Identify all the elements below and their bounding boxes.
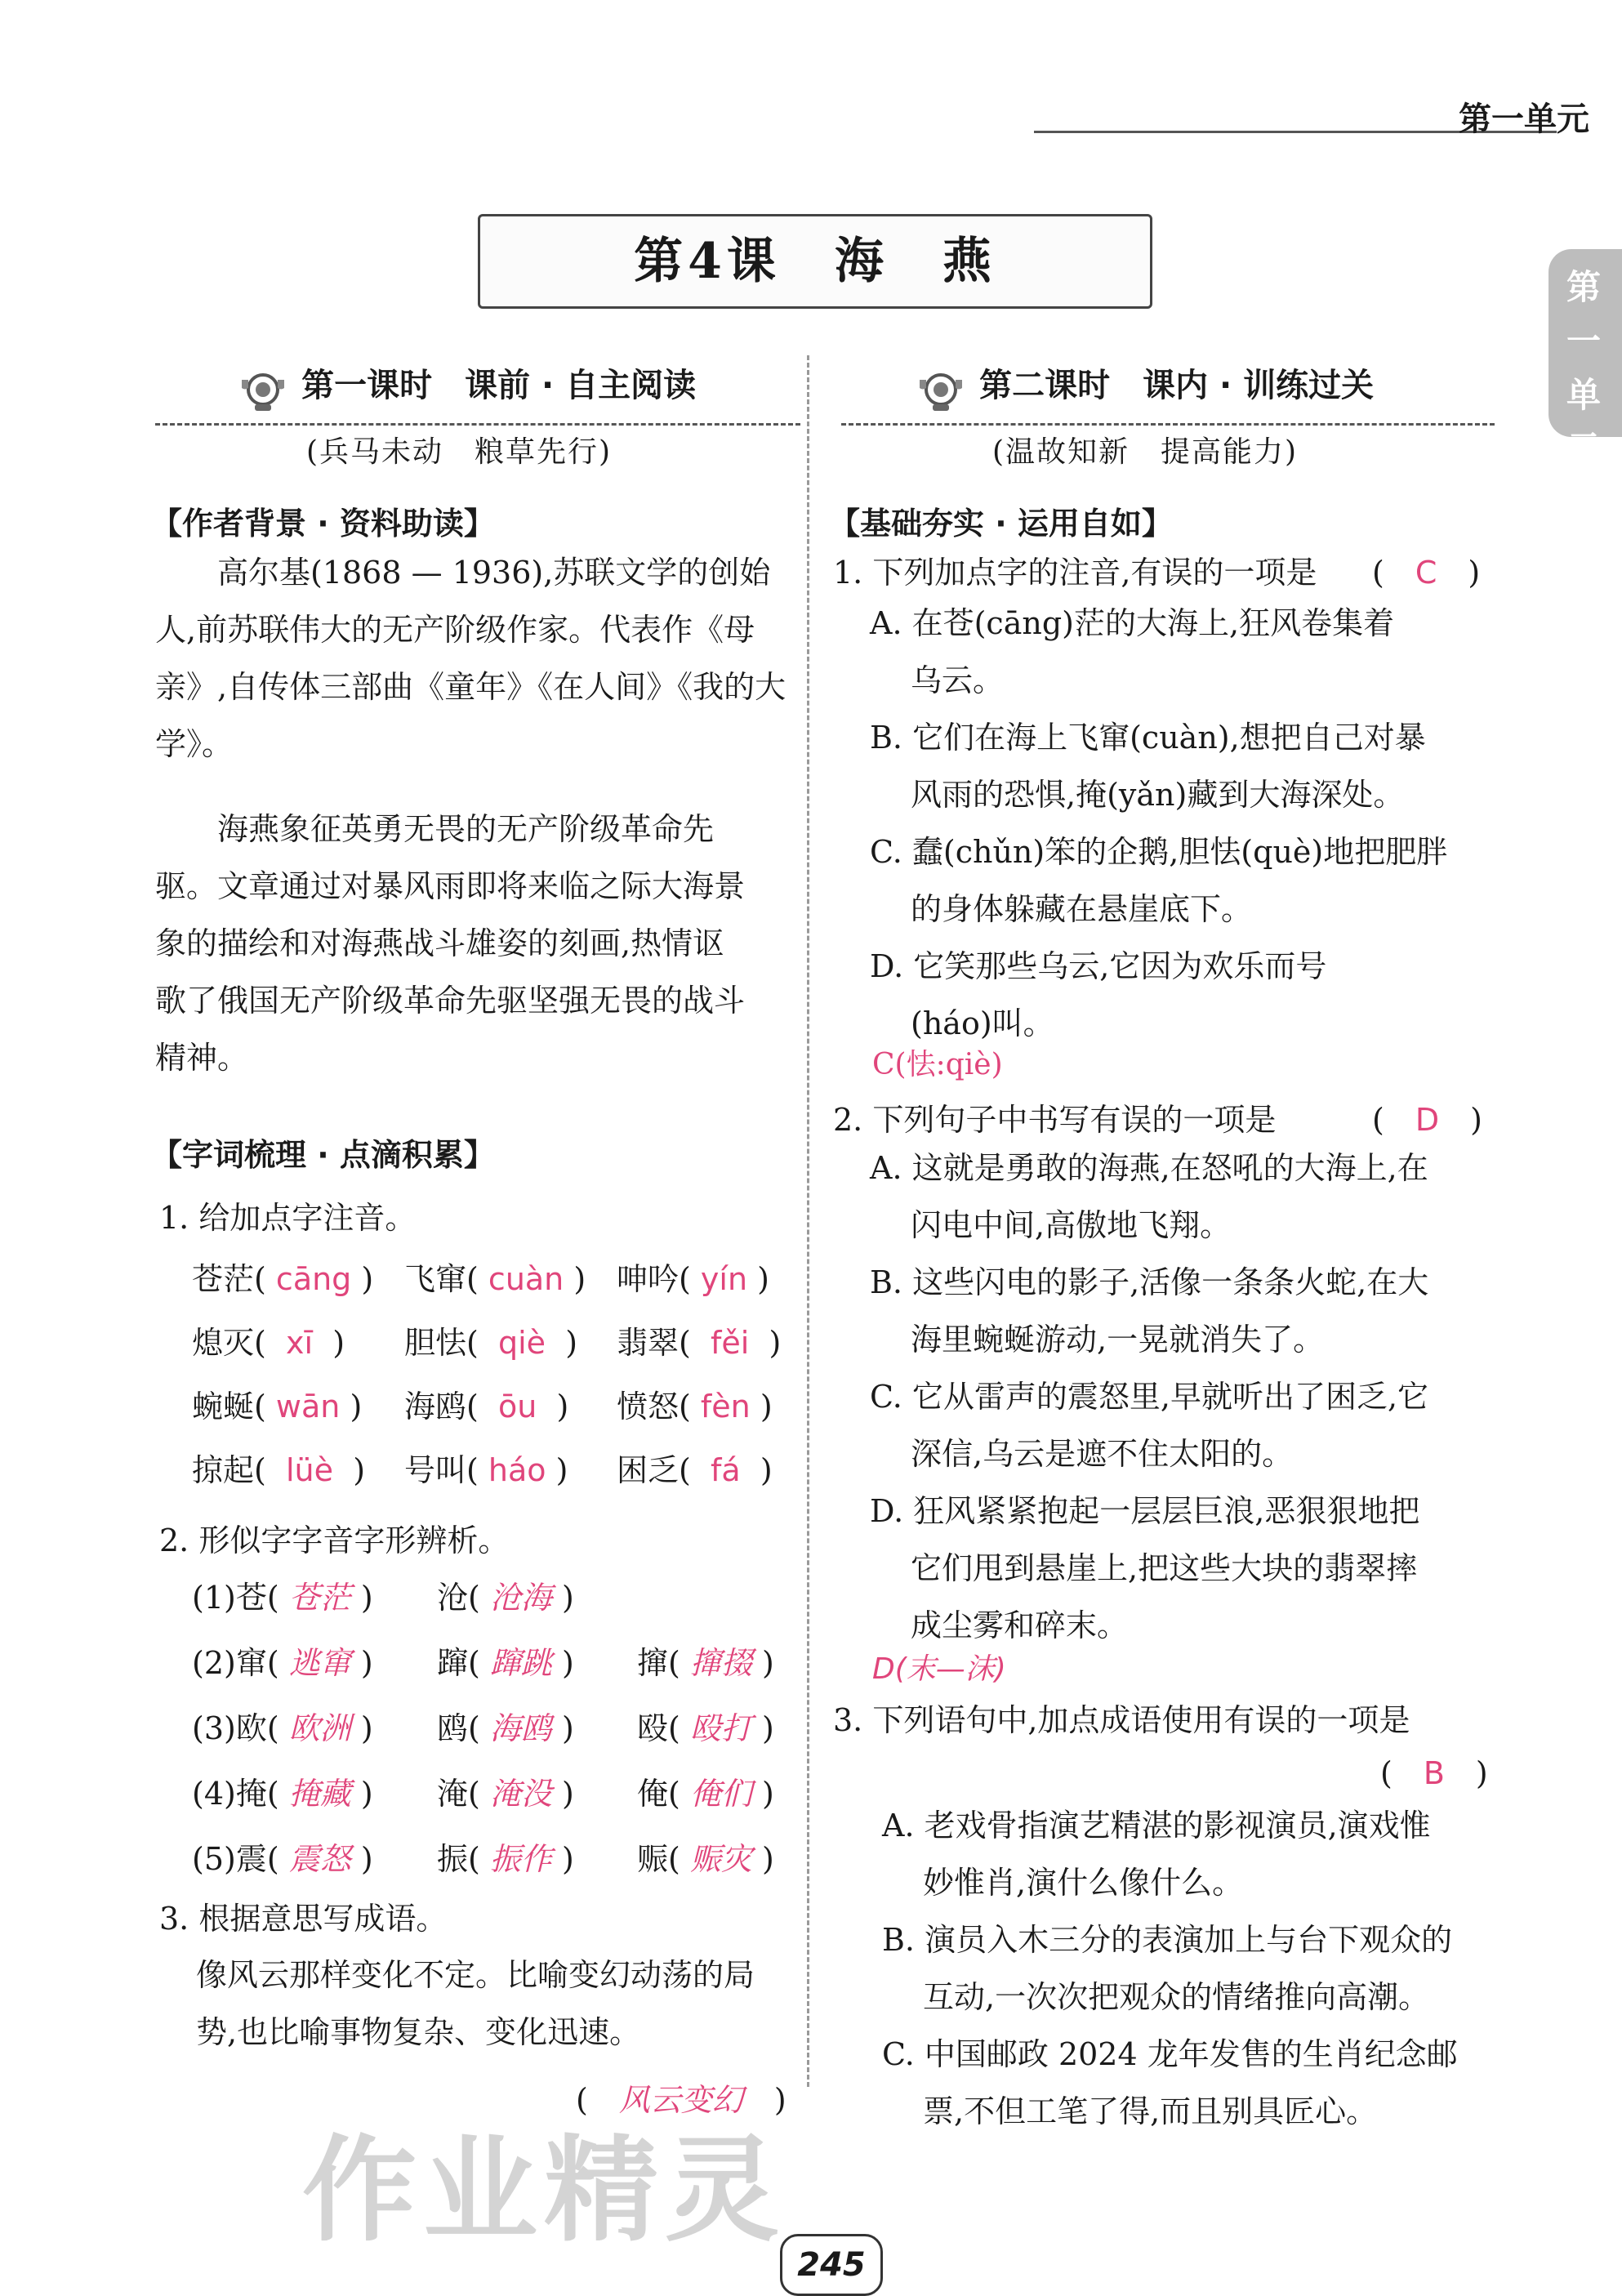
pinyin-word: 翡翠 (617, 1325, 680, 1361)
option-line: A. 老戏骨指演艺精湛的影视演员,演戏惟 (882, 1808, 1431, 1843)
q1-option-b (870, 709, 1499, 823)
form-row: 沧( 沧海 ) (437, 1580, 574, 1616)
side-tab-label: 第一单元 (1566, 267, 1602, 469)
form-answer: 殴打 (689, 1710, 752, 1746)
option-line: C. 中国邮政 2024 龙年发售的生肖纪念邮 (882, 2036, 1458, 2072)
form-char: 振 (437, 1841, 469, 1877)
form-char: 赈 (637, 1841, 669, 1877)
author-line: 亲》,自传体三部曲《童年》《在人间》《我的大 (155, 669, 786, 705)
q2-stem: 2. 下列句子中书写有误的一项是 (833, 1102, 1277, 1138)
pinyin-grid (192, 1254, 813, 1515)
pinyin-answer: cāng (275, 1261, 352, 1297)
q3-answer-blank: ( B ) (1380, 1755, 1488, 1791)
option-line: 成尘雾和碎末。 (911, 1607, 1129, 1643)
option-line: 的身体躲藏在悬崖底下。 (911, 891, 1253, 927)
q3-option-c (882, 2026, 1503, 2140)
form-char: 淹 (437, 1776, 469, 1812)
q3-options (882, 1797, 1503, 2140)
basic-head: 【基础夯实 · 运用自如】 (829, 506, 1173, 542)
form-answer: 震怒 (288, 1841, 351, 1877)
right-dash-rule (841, 423, 1495, 426)
author-line: 人,前苏联伟大的无产阶级作家。代表作《母 (155, 612, 755, 648)
author-line: 象的描绘和对海燕战斗雄姿的刻画,热情讴 (155, 925, 724, 961)
lesson-title: 第4课 海 燕 (634, 233, 996, 290)
right-section-title: 第二课时 课内 · 训练过关 (979, 367, 1375, 404)
form-char: 鸥 (437, 1710, 469, 1746)
pinyin-answer: lüè (286, 1452, 334, 1488)
right-section-sub: (温故知新 提高能力) (992, 435, 1299, 469)
option-line: (háo)叫。 (911, 1005, 1054, 1041)
left-section-sub: (兵马未动 粮草先行) (306, 435, 613, 469)
pinyin-answer: háo (488, 1452, 546, 1488)
pinyin-word: 困乏 (617, 1452, 680, 1488)
form-num: (4) (192, 1776, 236, 1812)
form-row: (2)窜( 逃窜 ) (192, 1645, 373, 1681)
form-answer: 掩藏 (288, 1776, 351, 1812)
option-line: B. 它们在海上飞窜(cuàn),想把自己对暴 (870, 720, 1426, 756)
option-line: 互动,一次次把观众的情绪推向高潮。 (923, 1979, 1430, 2015)
form-char: 窜 (235, 1645, 267, 1681)
pinyin-cell: 海鸥( ōu ) (404, 1389, 569, 1424)
q2-note: D(末—沫) (872, 1652, 1006, 1686)
form-row: 俺( 俺们 ) (637, 1776, 774, 1812)
form-char: 掩 (235, 1776, 267, 1812)
form-row: (1)苍( 苍茫 ) (192, 1580, 373, 1616)
left-section-header (237, 359, 696, 414)
q2-options (870, 1139, 1499, 1654)
q2-option-b (870, 1254, 1499, 1368)
option-line: C. 它从雷声的震怒里,早就听出了困乏,它 (870, 1379, 1429, 1415)
pinyin-word: 掠起 (192, 1452, 255, 1488)
pinyin-word: 愤怒 (617, 1389, 680, 1424)
form-num: (2) (192, 1645, 236, 1681)
q1-stem: 1. 下列加点字的注音,有误的一项是 (833, 555, 1317, 591)
q3-line: 像风云那样变化不定。比喻变幻动荡的局 (196, 1957, 755, 1993)
option-line: A. 这就是勇敢的海燕,在怒吼的大海上,在 (870, 1150, 1428, 1186)
form-row: (4)掩( 掩藏 ) (192, 1776, 373, 1812)
pinyin-answer: cuàn (488, 1261, 564, 1297)
pinyin-answer: wān (275, 1389, 341, 1424)
author-line: 高尔基(1868 — 1936),苏联文学的创始 (217, 555, 771, 591)
pinyin-answer: fèn (700, 1389, 751, 1424)
option-line: 它们甩到悬崖上,把这些大块的翡翠摔 (911, 1550, 1418, 1586)
page-number: 245 (780, 2234, 883, 2296)
form-row: 振( 振作 ) (437, 1841, 574, 1877)
form-num: (3) (192, 1710, 236, 1746)
q2-left: 2. 形似字字音字形辨析。 (159, 1522, 510, 1558)
q2-option-c (870, 1368, 1499, 1482)
pinyin-answer: ōu (498, 1389, 537, 1424)
lesson-title-box (478, 214, 1152, 309)
form-answer: 振作 (489, 1841, 552, 1877)
pinyin-word: 海鸥 (404, 1389, 467, 1424)
author-line: 学》。 (155, 726, 234, 762)
q2-right (833, 1095, 1495, 1139)
form-char: 欧 (235, 1710, 267, 1746)
form-char: 殴 (637, 1710, 669, 1746)
q3-left-answer-blank: ( 风云变幻 ) (576, 2082, 786, 2118)
q1-answer-blank: ( C ) (1372, 555, 1481, 591)
q3-stem: 3. 下列语句中,加点成语使用有误的一项是 (833, 1702, 1410, 1738)
form-char: 沧 (437, 1580, 469, 1616)
q1-option-c (870, 823, 1499, 938)
pinyin-cell: 胆怯( qiè ) (404, 1325, 578, 1361)
form-answer: 逃窜 (288, 1645, 351, 1681)
option-line: 深信,乌云是遮不住太阳的。 (911, 1436, 1294, 1472)
q3-option-b (882, 1911, 1503, 2026)
q1-option-a (870, 595, 1499, 709)
option-line: C. 蠢(chǔn)笨的企鹅,胆怯(què)地把肥胖 (870, 834, 1448, 870)
q1-note: C(怯:qiè) (872, 1048, 1003, 1081)
pinyin-answer: qiè (498, 1325, 546, 1361)
pinyin-word: 号叫 (404, 1452, 467, 1488)
pinyin-word: 蜿蜒 (192, 1389, 255, 1424)
form-row: (3)欧( 欧洲 ) (192, 1710, 373, 1746)
q1-options (870, 595, 1499, 1052)
form-row: 淹( 淹没 ) (437, 1776, 574, 1812)
left-section-title: 第一课时 课前 · 自主阅读 (301, 367, 697, 404)
pinyin-answer: fá (711, 1452, 741, 1488)
q3-option-a (882, 1797, 1503, 1911)
option-line: D. 它笑那些乌云,它因为欢乐而号 (870, 948, 1327, 984)
author-paragraph-2 (155, 800, 800, 1086)
trophy-icon (915, 372, 967, 414)
form-answer: 海鸥 (489, 1710, 552, 1746)
pinyin-word: 熄灭 (192, 1325, 255, 1361)
form-char: 撺 (637, 1645, 669, 1681)
author-line: 驱。文章通过对暴风雨即将来临之际大海景 (155, 868, 746, 904)
q3-answer: B (1423, 1755, 1445, 1791)
q2-option-a (870, 1139, 1499, 1254)
pinyin-cell: 熄灭( xī ) (192, 1325, 345, 1361)
option-line: 妙惟肖,演什么像什么。 (923, 1865, 1244, 1901)
pinyin-cell: 翡翠( fěi ) (617, 1325, 782, 1361)
form-row: 赈( 赈灾 ) (637, 1841, 774, 1877)
form-row: 殴( 殴打 ) (637, 1710, 774, 1746)
option-line: 乌云。 (911, 662, 1005, 698)
pinyin-cell: 困乏( fá ) (617, 1452, 773, 1488)
option-line: 风雨的恐惧,掩(yǎn)藏到大海深处。 (911, 777, 1405, 813)
author-head: 【作者背景 · 资料助读】 (151, 506, 495, 542)
form-char: 苍 (235, 1580, 267, 1616)
unit-title: 第一单元 (1459, 100, 1589, 138)
form-row: 蹿( 蹿跳 ) (437, 1645, 574, 1681)
pinyin-word: 呻吟 (617, 1261, 680, 1297)
q2-answer-blank: ( D ) (1372, 1102, 1482, 1138)
q2-option-d (870, 1482, 1499, 1654)
form-answer: 蹿跳 (489, 1645, 552, 1681)
form-answer: 欧洲 (288, 1710, 351, 1746)
option-line: B. 演员入木三分的表演加上与台下观众的 (882, 1922, 1453, 1958)
right-section-header (915, 359, 1374, 414)
pinyin-cell: 号叫( háo ) (404, 1452, 568, 1488)
side-tab (1548, 249, 1622, 469)
q3-line: 势,也比喻事物复杂、变化迅速。 (196, 2014, 641, 2050)
form-grid (192, 1572, 813, 1899)
option-line: 票,不但工笔了得,而且别具匠心。 (923, 2093, 1378, 2129)
pinyin-cell: 愤怒( fèn ) (617, 1389, 773, 1424)
form-answer: 撺掇 (689, 1645, 752, 1681)
pinyin-cell: 蜿蜒( wān ) (192, 1389, 363, 1424)
q1-answer: C (1415, 555, 1437, 591)
words-head: 【字词梳理 · 点滴积累】 (151, 1137, 495, 1173)
trophy-icon (237, 372, 289, 414)
left-dash-rule (155, 423, 800, 426)
q3-right (833, 1695, 1495, 1740)
pinyin-cell: 苍茫( cāng ) (192, 1261, 374, 1297)
form-char: 震 (235, 1841, 267, 1877)
q1-option-d (870, 938, 1499, 1052)
form-answer: 沧海 (489, 1580, 552, 1616)
form-answer: 苍茫 (288, 1580, 351, 1616)
pinyin-word: 飞窜 (404, 1261, 467, 1297)
form-answer: 淹没 (489, 1776, 552, 1812)
form-row: 鸥( 海鸥 ) (437, 1710, 574, 1746)
pinyin-answer: fěi (711, 1325, 750, 1361)
option-line: B. 这些闪电的影子,活像一条条火蛇,在大 (870, 1264, 1429, 1300)
q3-left: 3. 根据意思写成语。 (159, 1901, 448, 1937)
q1-left: 1. 给加点字注音。 (159, 1200, 417, 1236)
form-row: (5)震( 震怒 ) (192, 1841, 373, 1877)
form-char: 俺 (637, 1776, 669, 1812)
option-line: 闪电中间,高傲地飞翔。 (911, 1207, 1232, 1243)
q2-answer: D (1415, 1102, 1440, 1138)
author-paragraph-1 (155, 544, 800, 773)
form-num: (5) (192, 1841, 236, 1877)
q3-left-text (196, 1946, 809, 2061)
pinyin-answer: xī (286, 1325, 314, 1361)
pinyin-cell: 飞窜( cuàn ) (404, 1261, 586, 1297)
option-line: D. 狂风紧紧抱起一层层巨浪,恶狠狠地把 (870, 1493, 1420, 1529)
author-line: 精神。 (155, 1040, 249, 1076)
option-line: 海里蜿蜒游动,一晃就消失了。 (911, 1322, 1325, 1358)
form-answer: 赈灾 (689, 1841, 752, 1877)
form-row: 撺( 撺掇 ) (637, 1645, 774, 1681)
unit-header (1034, 82, 1589, 139)
pinyin-cell: 掠起( lüè ) (192, 1452, 366, 1488)
author-line: 海燕象征英勇无畏的无产阶级革命先 (217, 811, 715, 847)
form-char: 蹿 (437, 1645, 469, 1681)
form-num: (1) (192, 1580, 236, 1616)
pinyin-answer: yín (700, 1261, 748, 1297)
q3-left-answer: 风云变幻 (618, 2082, 743, 2118)
pinyin-word: 苍茫 (192, 1261, 255, 1297)
column-divider (807, 355, 809, 2087)
option-line: A. 在苍(cāng)茫的大海上,狂风卷集着 (870, 605, 1395, 641)
q1-right (833, 547, 1495, 592)
pinyin-cell: 呻吟( yín ) (617, 1261, 769, 1297)
author-line: 歌了俄国无产阶级革命先驱坚强无畏的战斗 (155, 983, 746, 1019)
pinyin-word: 胆怯 (404, 1325, 467, 1361)
watermark: 作业精灵 (302, 2124, 786, 2258)
form-answer: 俺们 (689, 1776, 752, 1812)
